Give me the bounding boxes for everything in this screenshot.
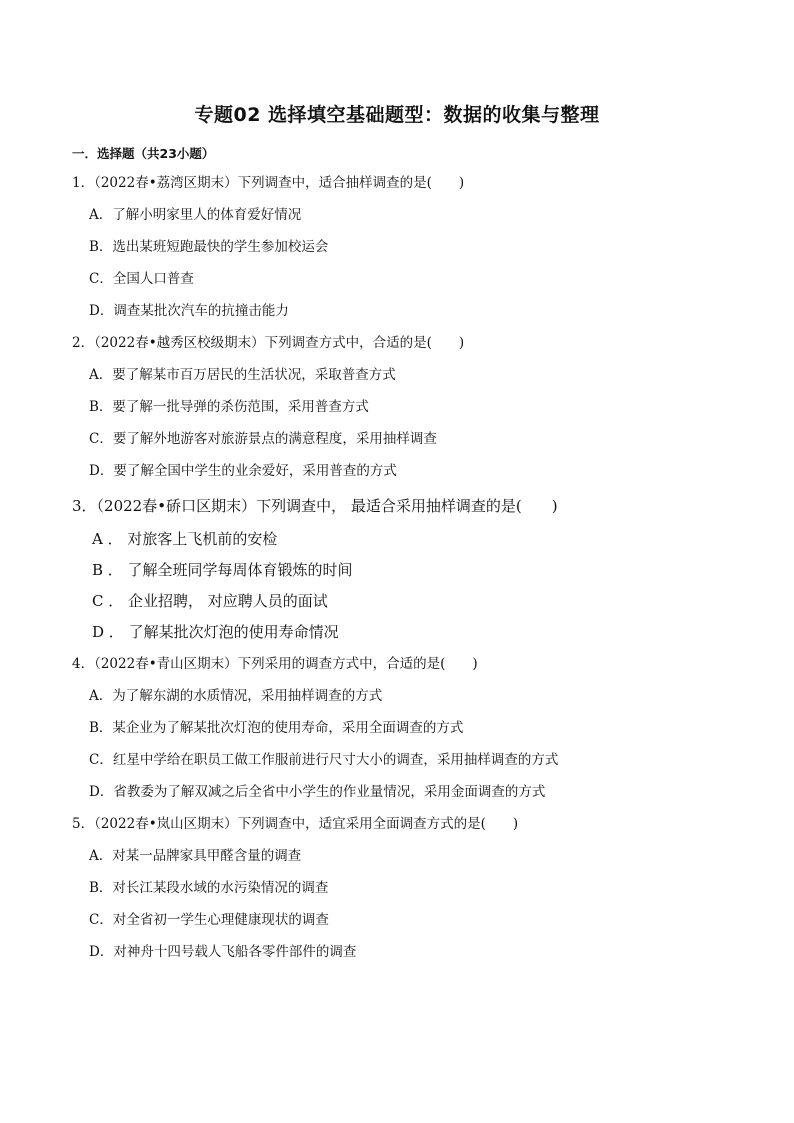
option-c: C．红星中学给在职员工做工作服前进行尺寸大小的调查，采用抽样调查的方式 [89,752,559,768]
question-stem: 4．（2022春•青山区期末）下列采用的调查方式中，合适的是( ) [72,656,478,672]
option-b: B．选出某班短跑最快的学生参加校运会 [89,239,329,255]
option-b: B ． 了解全班同学每周体育锻炼的时间 [92,561,353,579]
option-a: A ． 对旅客上飞机前的安检 [92,530,278,548]
question-4 [72,648,732,808]
option-a: A．为了解东湖的水质情况，采用抽样调查的方式 [89,688,383,704]
option-c: C．要了解外地游客对旅游景点的满意程度，采用抽样调查 [89,431,437,447]
section-heading: 一．选择题（共23小题） [72,146,215,161]
question-stem: 5．（2022春•岚山区期末）下列调查中，适宜采用全面调查方式的是( ) [72,816,519,832]
option-b: B．某企业为了解某批次灯泡的使用寿命，采用全面调查的方式 [89,720,464,736]
page-title: 专题02 选择填空基础题型：数据的收集与整理 [194,104,600,126]
option-c: C ． 企业招聘， 对应聘人员的面试 [92,592,328,610]
option-a: A．要了解某市百万居民的生活状况，采取普查方式 [89,367,396,383]
option-d: D．对神舟十四号载人飞船各零件部件的调查 [89,944,357,960]
option-c: C．对全省初一学生心理健康现状的调查 [89,912,329,928]
question-stem: 1．（2022春•荔湾区期末）下列调查中，适合抽样调查的是( ) [72,175,465,191]
question-3 [72,489,732,648]
question-1 [72,167,732,327]
option-d: D．调查某批次汽车的抗撞击能力 [89,303,289,319]
question-5 [72,808,732,968]
option-c: C．全国人口普查 [89,271,194,287]
option-a: A．了解小明家里人的体育爱好情况 [89,207,302,223]
question-2 [72,327,732,487]
option-b: B．对长江某段水域的水污染情况的调查 [89,880,329,896]
option-d: D ． 了解某批次灯泡的使用寿命情况 [92,623,339,641]
option-d: D．省教委为了解双减之后全省中小学生的作业量情况，采用金面调查的方式 [89,784,546,800]
option-a: A．对某一品牌家具甲醛含量的调查 [89,848,302,864]
question-stem: 2．（2022春•越秀区校级期末）下列调查方式中，合适的是( ) [72,335,465,351]
question-stem: 3．（2022春•硚口区期末）下列调查中， 最适合采用抽样调查的是( ) [72,497,558,515]
option-b: B．要了解一批导弹的杀伤范围，采用普查方式 [89,399,369,415]
question-list [72,167,732,968]
option-d: D．要了解全国中学生的业余爱好，采用普查的方式 [89,463,397,479]
